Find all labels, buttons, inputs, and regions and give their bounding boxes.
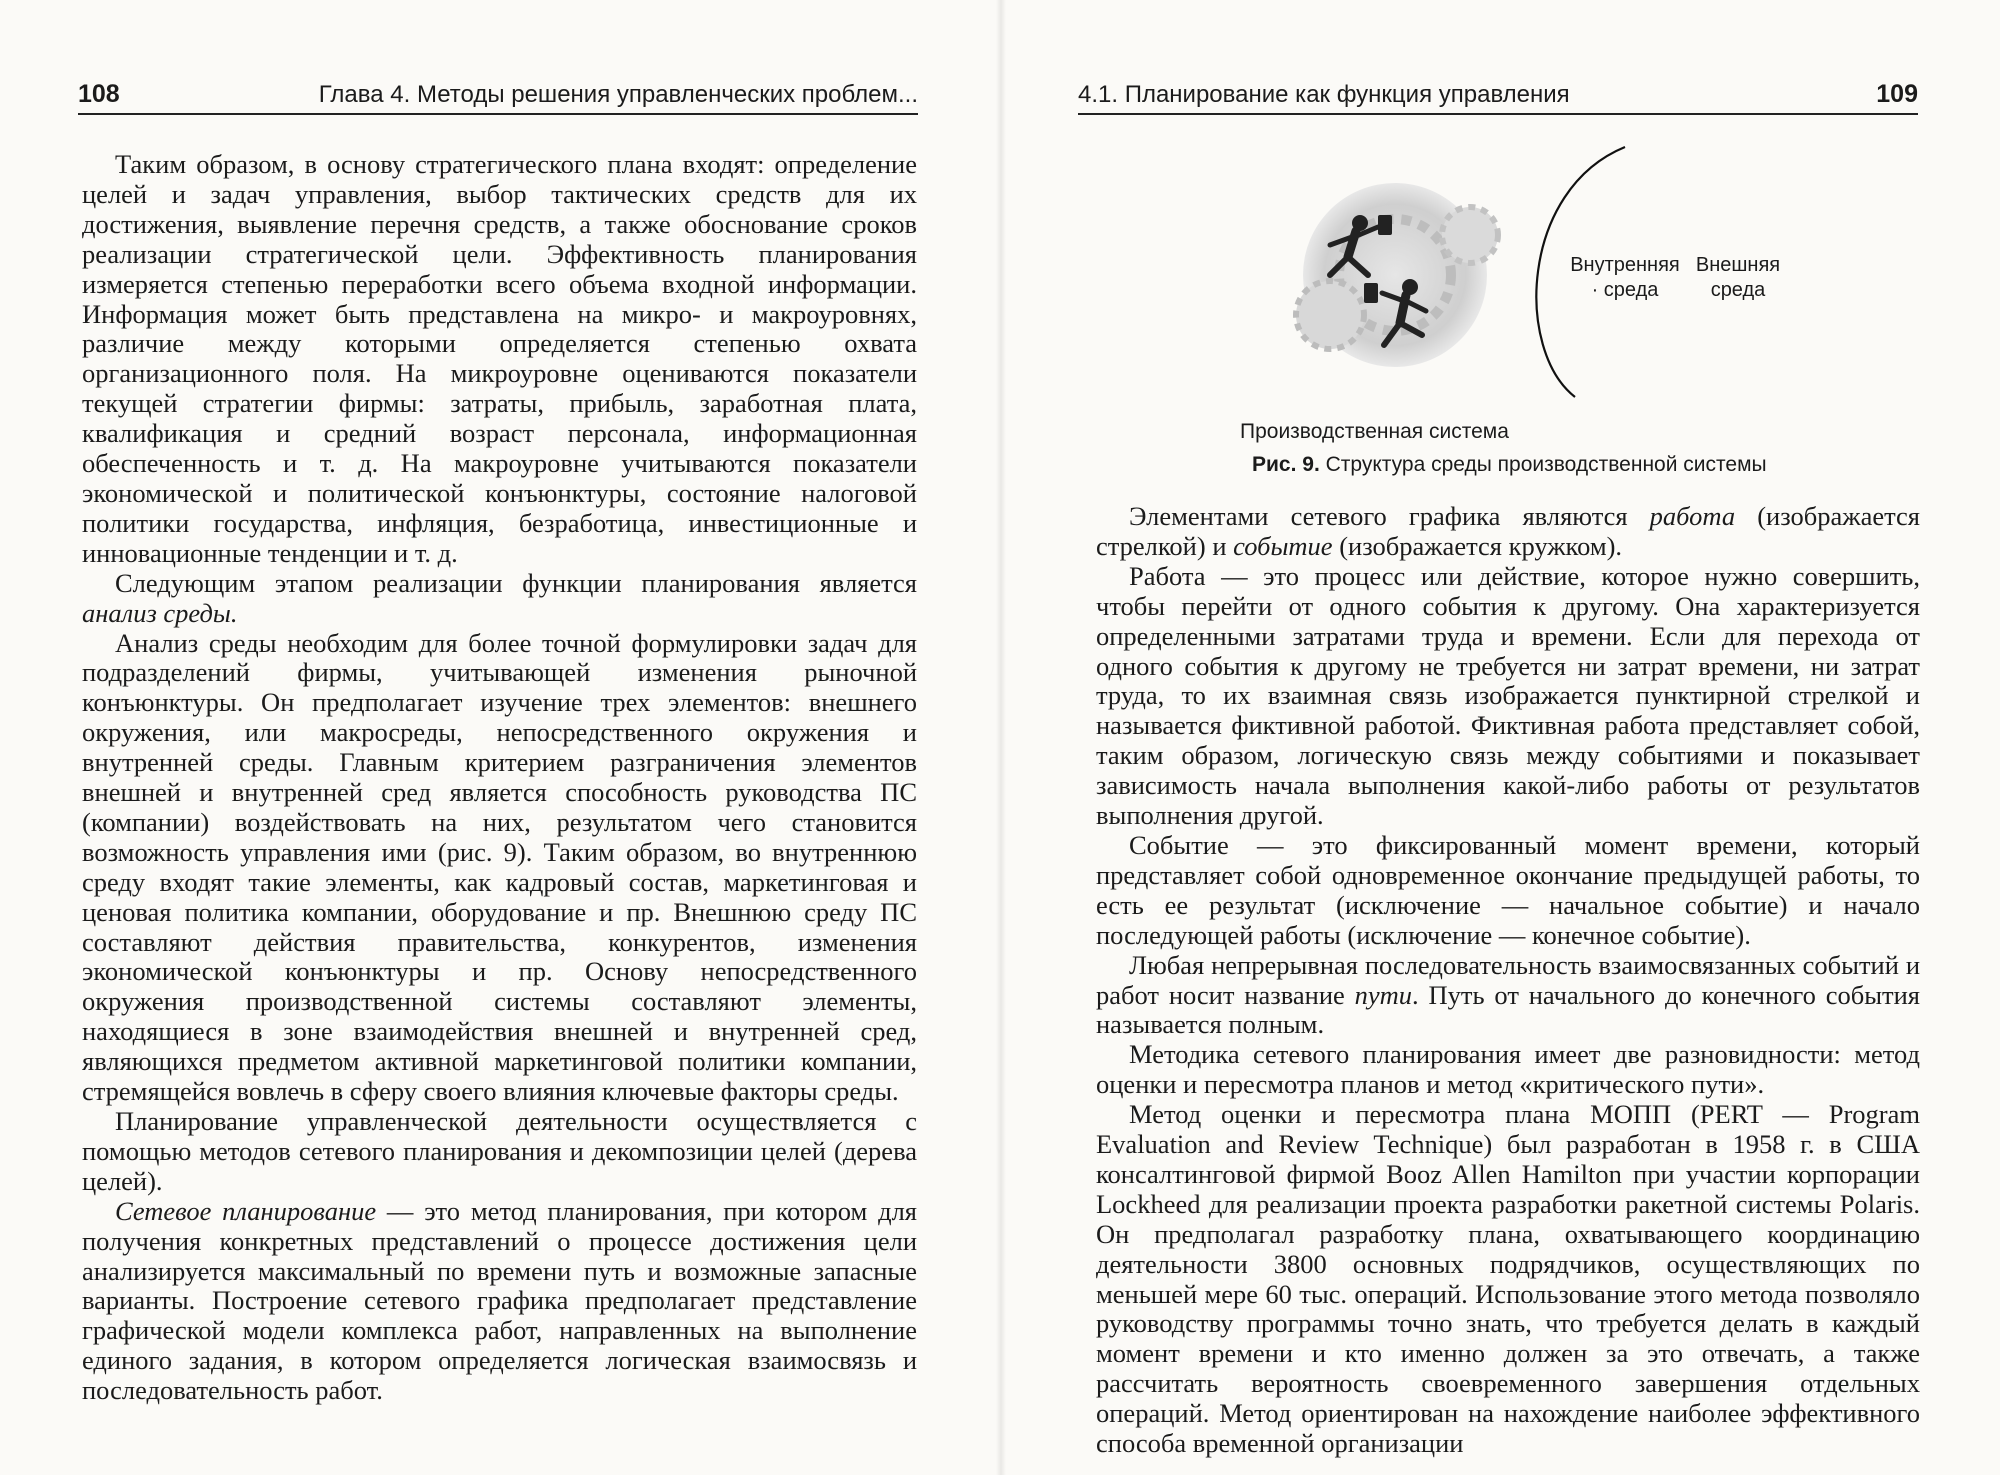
right-running-header — [1078, 80, 1918, 114]
gear-illustration — [1260, 175, 1530, 375]
italic-term: работа — [1649, 501, 1736, 531]
paragraph: Событие — это фиксированный момент времени, который представляет собой одновременное окончание предыдущей работы, то есть ее результат (исключение — начальное событие) и начало последующей работы (исключение — конечное событие). — [1096, 829, 1920, 950]
italic-term: пути — [1354, 979, 1413, 1010]
figure-9 — [1240, 135, 1880, 495]
paragraph: Методика сетевого планирования имеет две разновидности: метод оценки и пересмотра планов и метод «критического пути». — [1096, 1039, 1920, 1100]
paragraph: Любая непрерывная последовательность взаимосвязанных событий и работ носит название пути. Путь от начального до конечного события называется полным. — [1096, 949, 1920, 1040]
page-number: 109 — [1876, 80, 1918, 108]
page-number: 108 — [78, 80, 120, 108]
running-head-title: 4.1. Планирование как функция управления — [1078, 81, 1570, 108]
right-page — [1000, 0, 2000, 1475]
left-running-header — [78, 80, 918, 114]
paragraph: Элементами сетевого графика являются работа (изображается стрелкой) и событие (изображается кружком). — [1096, 501, 1920, 561]
header-rule — [1078, 113, 1918, 115]
caption-label: Рис. 9. — [1252, 453, 1320, 476]
paragraph — [82, 1197, 917, 1406]
figure-caption — [1252, 453, 1767, 477]
external-environment-label: Внешняя среда — [1695, 254, 1781, 301]
paragraph: Работа — это процесс или действие, которое нужно совершить, чтобы перейти от одного события к другому. Она характеризуется определенными затратами труда и времени. Если для перехода от одного события к другому не требуется ни затрат времени, ни затрат труда, то их взаимная связь изображается пунктирной стрелкой и называется фиктивной работой. Фиктивная работа представляет собой, таким образом, логическую связь между событиями и показывает зависимость начала выполнения какой-либо работы от результатов выполнения другой. — [1096, 560, 1920, 831]
paragraph-text: Следующим этапом реализации функции планирования является — [115, 567, 917, 598]
running-head-title: Глава 4. Методы решения управленческих проблем... — [318, 81, 918, 108]
italic-term: событие — [1233, 530, 1333, 561]
caption-text: Структура среды производственной системы — [1319, 453, 1767, 476]
header-rule — [78, 113, 918, 115]
paragraph: Анализ среды необходим для более точной формулировки задач для подразделений фирмы, учитывающей изменения рыночной конъюнктуры. Он предполагает изучение трех элементов: внешнего окружения, или макросреды, непосредственного окружения и внутренней среды. Главным критерием разграничения элементов внешней и внутренней сред является способность руководства ПС (компании) воздействовать на них, результатом чего становится возможность управления ими (рис. 9). Таким образом, во внутреннюю среду входят такие элементы, как кадровый состав, маркетинговая и ценовая политика компании, оборудование и пр. Внешнюю среду ПС составляют действия правительства, конкурентов, изменения экономической конъюнктуры и пр. Основу непосредственного окружения производственной системы составляют элементы, находящиеся в зоне взаимодействия внешней и внутренней сред, являющихся предметом активной маркетинговой политики компании, стремящейся вовлечь в сферу своего влияния ключевые факторы среды. — [82, 627, 917, 1107]
left-body-text — [82, 150, 917, 1406]
paragraph — [82, 569, 917, 629]
paragraph-text: — это метод планирования, при котором для получения конкретных представлений о процессе достижения цели анализируется максимальный по времени путь и возможные запасные варианты. Построение сетевого графика предполагает представление графической модели комплекса работ, направленных на выполнение единого задания, в котором определяется логическая взаимосвязь и последовательность работ. — [82, 1195, 917, 1406]
right-body-text — [1096, 502, 1920, 1459]
internal-environment-label: Внутренняя · среда — [1570, 254, 1680, 301]
italic-term: анализ среды. — [82, 597, 238, 628]
production-system-label: Производственная система — [1240, 420, 1509, 443]
italic-term: Сетевое планирование — [115, 1195, 377, 1226]
paragraph: Планирование управленческой деятельности осуществляется с помощью методов сетевого планирования и декомпозиции целей (дерева целей). — [82, 1106, 917, 1196]
paragraph: Таким образом, в основу стратегического плана входят: определение целей и задач управления, выбор тактических средств для их достижения, выявление перечня средств, а также обоснование сроков реализации стратегической цели. Эффективность планирования измеряется степенью переработки всего объема входной информации. Информация может быть представлена на микро- и макроуровнях, различие между которыми определяется степенью охвата организационного поля. На микроуровне оцениваются показатели текущей стратегии фирмы: затраты, прибыль, заработная плата, квалификация и средний возраст персонала, информационная обеспеченность и т. д. На макроуровне учитываются показатели экономической и политической конъюнктуры, состояние налоговой политики государства, инфляция, безработица, инвестиционные и инновационные тенденции и т. д. — [82, 149, 917, 568]
paragraph: Метод оценки и пересмотра плана МОПП (PERT — Program Evaluation and Review Technique) был разработан в 1958 г. в США консалтинговой фирмой Booz Allen Hamilton при участии корпорации Lockheed для реализации проекта разработки ракетной системы Polaris. Он предполагал разработку плана, охватывающего координацию деятельности 3800 основных подрядчиков, осуществляющих по меньшей мере 60 тыс. операций. Использование этого метода позволяло руководству программы точно знать, что требуется делать в каждый момент времени и кто именно должен за это отвечать, а также рассчитать вероятность своевременного завершения отдельных операций. Метод ориентирован на нахождение наиболее эффективного способа временной организации — [1096, 1099, 1920, 1459]
